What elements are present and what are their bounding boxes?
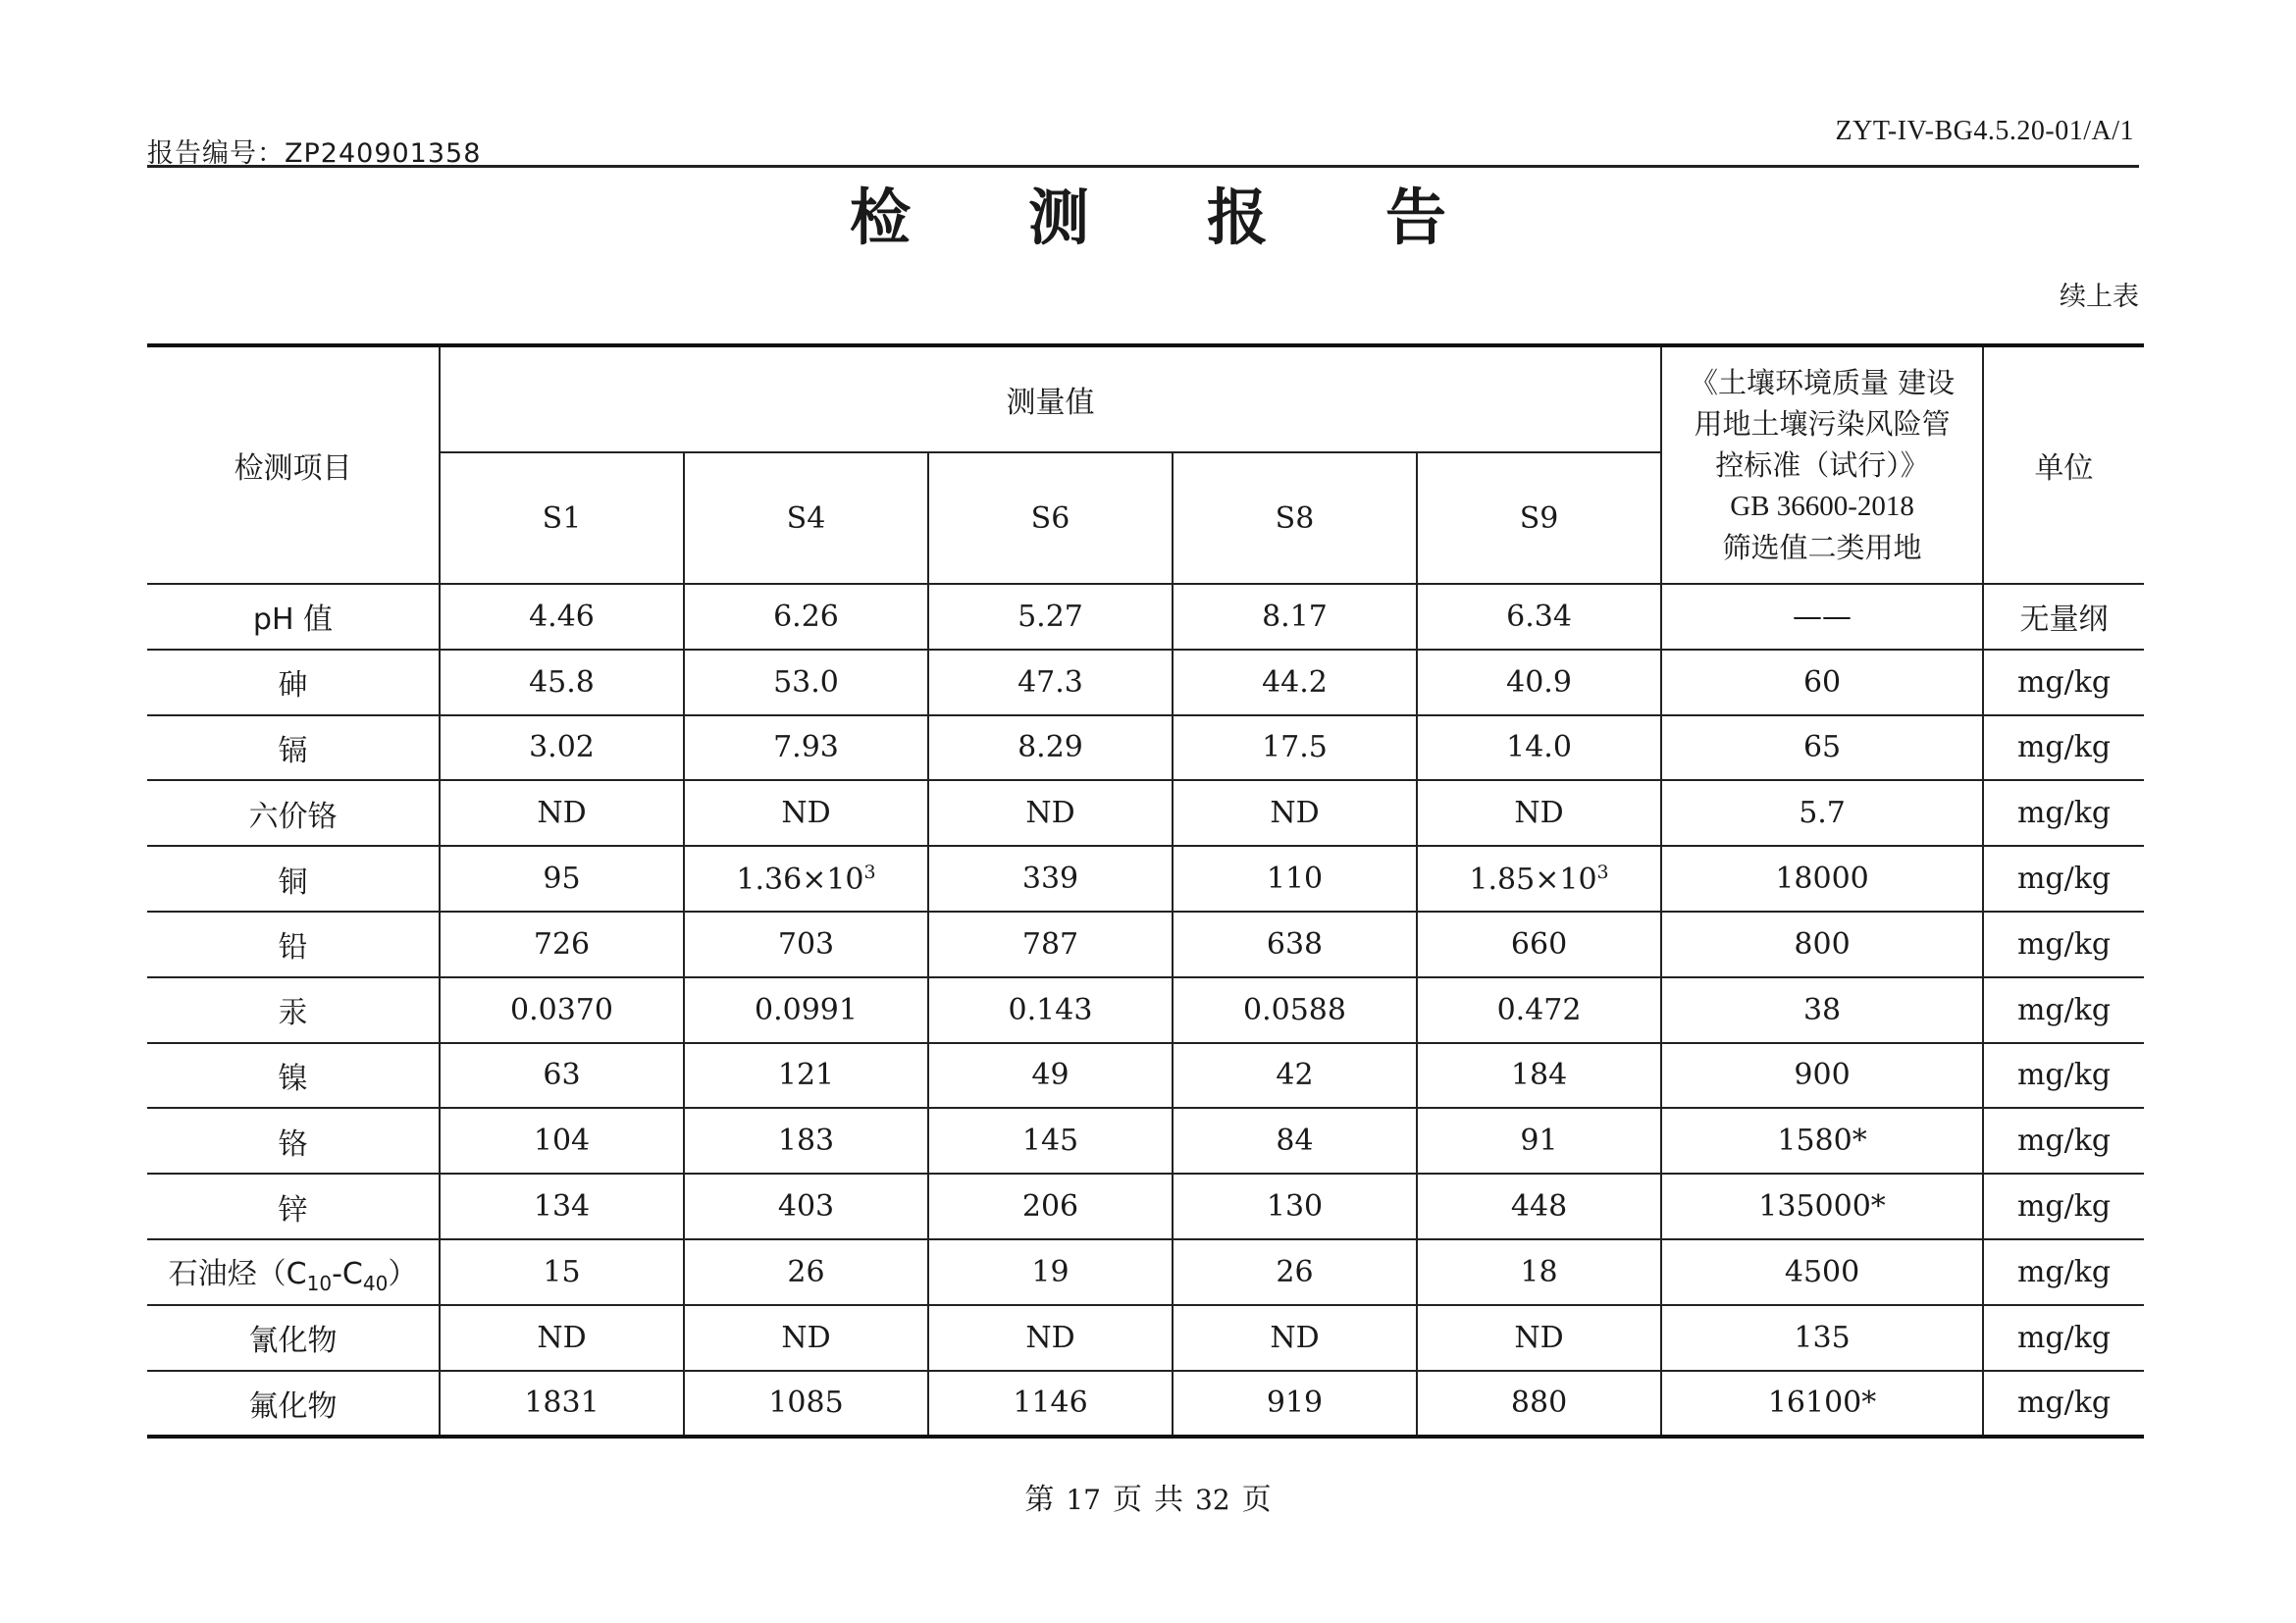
- unit-cell: 无量纲: [1983, 584, 2144, 650]
- table-row: [147, 1371, 2144, 1438]
- value-cell: 880: [1417, 1371, 1661, 1438]
- header-sample-s1: S1: [440, 452, 684, 584]
- row-item: 六价铬: [147, 780, 440, 846]
- value-cell: 84: [1173, 1108, 1417, 1174]
- value-cell: 104: [440, 1108, 684, 1174]
- value-cell: 183: [684, 1108, 928, 1174]
- tph-mid: -C: [332, 1256, 363, 1291]
- header-divider: [147, 165, 2139, 168]
- header-sample-s8: S8: [1173, 452, 1417, 584]
- standard-cell: ——: [1661, 584, 1983, 650]
- value-cell: 0.0370: [440, 977, 684, 1043]
- value-cell: 134: [440, 1174, 684, 1239]
- tph-sub-1: 10: [306, 1271, 333, 1295]
- standard-cell: 60: [1661, 650, 1983, 715]
- value-cell: 26: [684, 1239, 928, 1305]
- value-cell: 130: [1173, 1174, 1417, 1239]
- standard-cell: 4500: [1661, 1239, 1983, 1305]
- value-cell: 47.3: [928, 650, 1173, 715]
- value-cell: ND: [684, 780, 928, 846]
- unit-cell: mg/kg: [1983, 780, 2144, 846]
- row-item: 镉: [147, 715, 440, 781]
- row-item: pH 值: [147, 584, 440, 650]
- value-cell: 0.143: [928, 977, 1173, 1043]
- page-current: 17: [1066, 1484, 1101, 1516]
- value-cell: 184: [1417, 1043, 1661, 1109]
- standard-cell: 38: [1661, 977, 1983, 1043]
- value-cell: ND: [1173, 1305, 1417, 1371]
- row-item: [147, 1239, 440, 1305]
- header-sample-s4: S4: [684, 452, 928, 584]
- value-cell: 703: [684, 912, 928, 977]
- table-row: [147, 780, 2144, 846]
- value-cell: 40.9: [1417, 650, 1661, 715]
- table-row: [147, 1305, 2144, 1371]
- standard-line-2: 用地土壤污染风险管: [1694, 407, 1951, 441]
- value-cell: 8.17: [1173, 584, 1417, 650]
- unit-cell: mg/kg: [1983, 1305, 2144, 1371]
- value-mantissa: 1.85×10: [1469, 862, 1597, 897]
- value-cell: 53.0: [684, 650, 928, 715]
- header-test-item: 检测项目: [147, 345, 440, 584]
- table-row: [147, 584, 2144, 650]
- value-cell: 5.27: [928, 584, 1173, 650]
- report-number-value: ZP240901358: [285, 138, 482, 169]
- value-cell: 1085: [684, 1371, 928, 1438]
- row-item: 砷: [147, 650, 440, 715]
- value-cell: 63: [440, 1043, 684, 1109]
- value-cell: 4.46: [440, 584, 684, 650]
- value-cell: 45.8: [440, 650, 684, 715]
- unit-cell: mg/kg: [1983, 1239, 2144, 1305]
- header-standard: [1661, 345, 1983, 584]
- value-cell: 19: [928, 1239, 1173, 1305]
- row-item: 铅: [147, 912, 440, 977]
- document-code: ZYT-IV-BG4.5.20-01/A/1: [1835, 116, 2134, 146]
- standard-cell: 800: [1661, 912, 1983, 977]
- unit-cell: mg/kg: [1983, 1043, 2144, 1109]
- table-row: [147, 977, 2144, 1043]
- unit-cell: mg/kg: [1983, 1108, 2144, 1174]
- header-sample-s6: S6: [928, 452, 1173, 584]
- row-item: 氟化物: [147, 1371, 440, 1438]
- standard-cell: 16100*: [1661, 1371, 1983, 1438]
- table-row: [147, 912, 2144, 977]
- results-table: [147, 343, 2144, 1439]
- value-cell: 7.93: [684, 715, 928, 781]
- value-cell: 726: [440, 912, 684, 977]
- tph-label: 石油烃（C: [168, 1256, 307, 1291]
- value-cell: ND: [1417, 1305, 1661, 1371]
- value-cell: ND: [1173, 780, 1417, 846]
- standard-cell: 900: [1661, 1043, 1983, 1109]
- value-cell: 0.0588: [1173, 977, 1417, 1043]
- value-cell: 448: [1417, 1174, 1661, 1239]
- page-suffix: 页: [1241, 1483, 1272, 1517]
- value-cell: [684, 846, 928, 912]
- continued-note: 续上表: [2060, 282, 2139, 312]
- table-row: [147, 650, 2144, 715]
- value-cell: 660: [1417, 912, 1661, 977]
- value-cell: ND: [928, 780, 1173, 846]
- row-item: 镍: [147, 1043, 440, 1109]
- unit-cell: mg/kg: [1983, 650, 2144, 715]
- value-cell: 0.0991: [684, 977, 928, 1043]
- unit-cell: mg/kg: [1983, 1371, 2144, 1438]
- value-cell: 44.2: [1173, 650, 1417, 715]
- value-cell: 403: [684, 1174, 928, 1239]
- unit-cell: mg/kg: [1983, 846, 2144, 912]
- row-item: 汞: [147, 977, 440, 1043]
- value-cell: 91: [1417, 1108, 1661, 1174]
- value-cell: 1831: [440, 1371, 684, 1438]
- value-cell: ND: [928, 1305, 1173, 1371]
- tph-close: ）: [388, 1256, 418, 1291]
- page-total-label: 共: [1154, 1483, 1183, 1517]
- standard-line-4: GB 36600-2018: [1730, 491, 1914, 522]
- table-row: [147, 1108, 2144, 1174]
- value-cell: ND: [684, 1305, 928, 1371]
- standard-line-3: 控标准（试行）》: [1715, 448, 1929, 482]
- value-cell: 8.29: [928, 715, 1173, 781]
- table-row: [147, 1043, 2144, 1109]
- value-cell: 145: [928, 1108, 1173, 1174]
- value-cell: ND: [440, 780, 684, 846]
- tph-sub-2: 40: [362, 1271, 389, 1295]
- row-item: 铜: [147, 846, 440, 912]
- page-prefix: 第: [1024, 1483, 1055, 1517]
- standard-cell: 18000: [1661, 846, 1983, 912]
- value-cell: 49: [928, 1043, 1173, 1109]
- value-cell: 95: [440, 846, 684, 912]
- page-total: 32: [1195, 1484, 1230, 1516]
- value-cell: [1417, 846, 1661, 912]
- value-cell: 339: [928, 846, 1173, 912]
- header-sample-s9: S9: [1417, 452, 1661, 584]
- value-cell: 206: [928, 1174, 1173, 1239]
- table-row: [147, 846, 2144, 912]
- table-row: [147, 1239, 2144, 1305]
- value-cell: 0.472: [1417, 977, 1661, 1043]
- standard-cell: 135: [1661, 1305, 1983, 1371]
- row-item: 氰化物: [147, 1305, 440, 1371]
- page-word: 页: [1113, 1483, 1142, 1517]
- header-unit: 单位: [1983, 345, 2144, 584]
- page-number: [0, 1475, 2296, 1518]
- value-cell: 18: [1417, 1239, 1661, 1305]
- value-cell: 26: [1173, 1239, 1417, 1305]
- header-measured-value: 测量值: [440, 345, 1661, 452]
- unit-cell: mg/kg: [1983, 1174, 2144, 1239]
- standard-cell: 5.7: [1661, 780, 1983, 846]
- standard-cell: 135000*: [1661, 1174, 1983, 1239]
- standard-cell: 1580*: [1661, 1108, 1983, 1174]
- value-cell: ND: [1417, 780, 1661, 846]
- value-mantissa: 1.36×10: [736, 862, 864, 897]
- table-row: [147, 1174, 2144, 1239]
- value-cell: 17.5: [1173, 715, 1417, 781]
- value-cell: 787: [928, 912, 1173, 977]
- standard-line-1: 《土壤环境质量 建设: [1689, 366, 1956, 399]
- value-cell: 121: [684, 1043, 928, 1109]
- unit-cell: mg/kg: [1983, 977, 2144, 1043]
- unit-cell: mg/kg: [1983, 715, 2144, 781]
- standard-cell: 65: [1661, 715, 1983, 781]
- page-title: 检测报告: [849, 182, 1564, 253]
- value-cell: 638: [1173, 912, 1417, 977]
- table-row: [147, 715, 2144, 781]
- value-cell: 6.26: [684, 584, 928, 650]
- value-cell: 110: [1173, 846, 1417, 912]
- value-cell: 42: [1173, 1043, 1417, 1109]
- report-number-label: 报告编号：: [147, 138, 285, 169]
- value-cell: 6.34: [1417, 584, 1661, 650]
- value-exponent: 3: [1596, 861, 1609, 883]
- row-item: 铬: [147, 1108, 440, 1174]
- value-exponent: 3: [863, 861, 876, 883]
- row-item: 锌: [147, 1174, 440, 1239]
- unit-cell: mg/kg: [1983, 912, 2144, 977]
- value-cell: 15: [440, 1239, 684, 1305]
- value-cell: 3.02: [440, 715, 684, 781]
- value-cell: 1146: [928, 1371, 1173, 1438]
- value-cell: ND: [440, 1305, 684, 1371]
- standard-line-5: 筛选值二类用地: [1722, 531, 1922, 564]
- value-cell: 919: [1173, 1371, 1417, 1438]
- value-cell: 14.0: [1417, 715, 1661, 781]
